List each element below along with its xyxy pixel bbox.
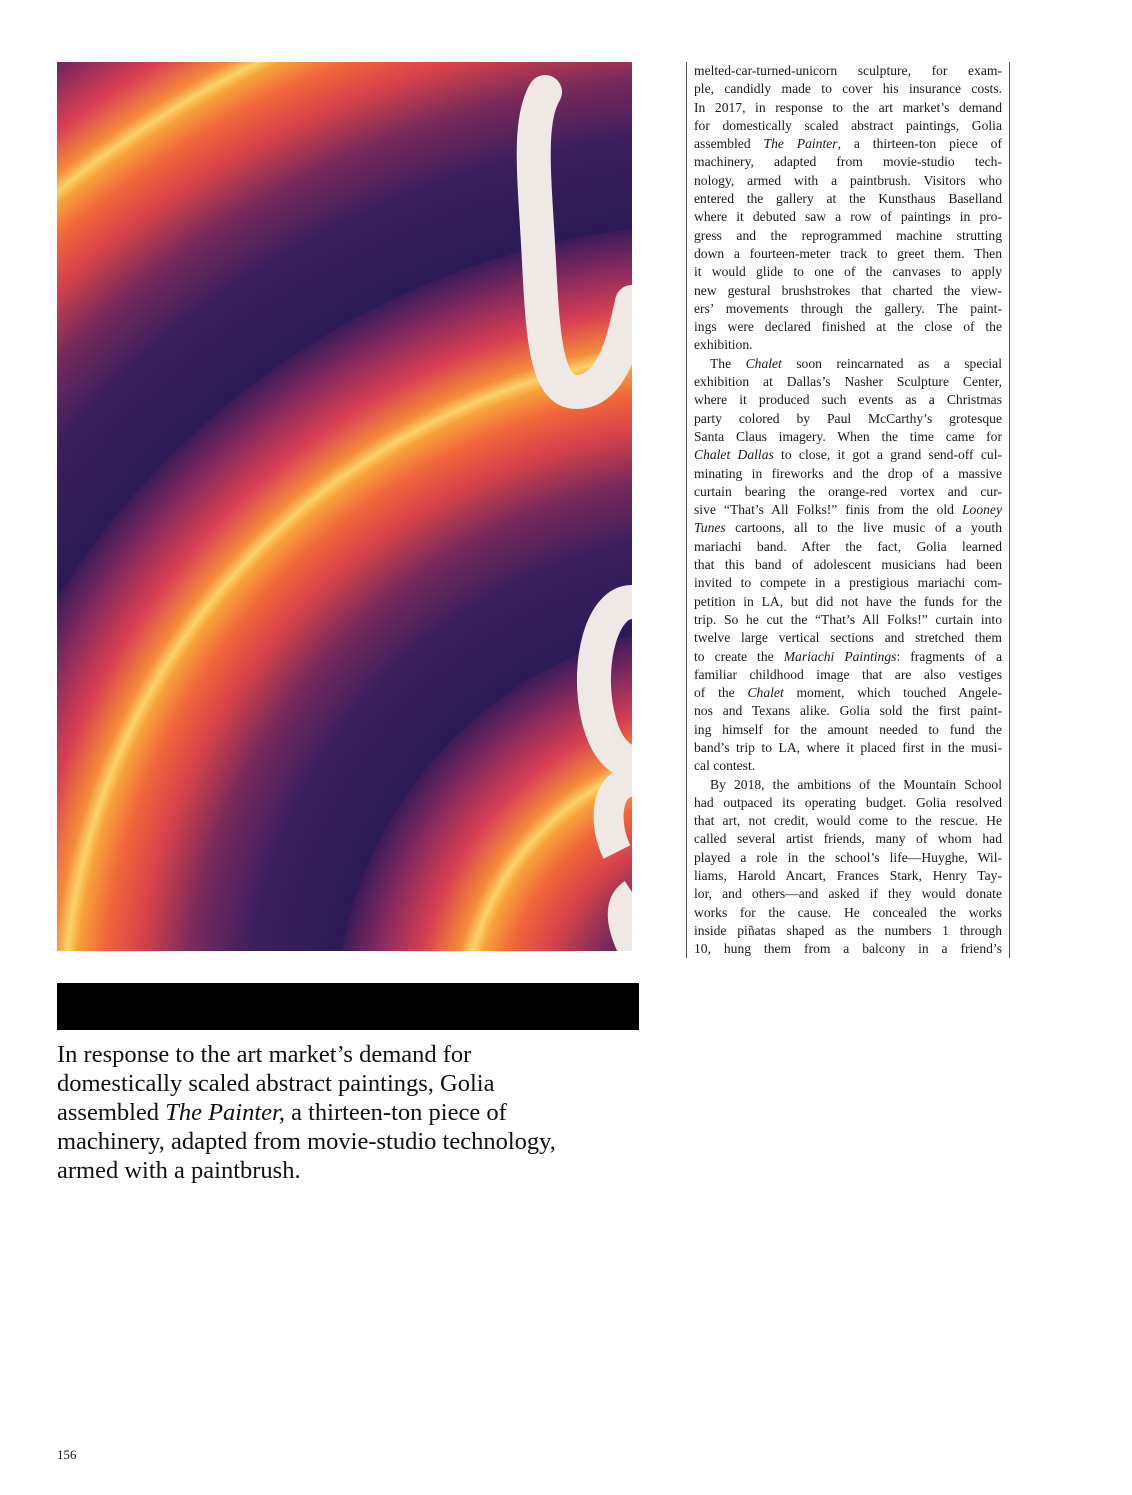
text-segment: armed with a paintbrush. — [57, 1157, 301, 1184]
text-line — [694, 538, 1002, 556]
italic-title: Tunes — [694, 520, 726, 536]
text-segment: domestically scaled abstract paintings, Golia — [57, 1070, 495, 1097]
text-line — [694, 885, 1002, 903]
text-segment: it would glide to one of the canvases to apply — [694, 264, 1002, 280]
italic-title: Chalet — [745, 355, 782, 371]
text-line — [694, 739, 1002, 757]
text-line — [694, 757, 1002, 775]
text-segment: liams, Harold Ancart, Frances Stark, Henry Tay- — [694, 868, 1002, 884]
text-segment: In 2017, in response to the art market’s demand — [694, 99, 1002, 115]
text-segment: cal contest. — [694, 758, 756, 774]
text-line — [694, 245, 1002, 263]
text-segment: works for the cause. He concealed the works — [694, 904, 1002, 920]
text-line — [694, 648, 1002, 666]
text-line — [694, 593, 1002, 611]
text-line — [694, 135, 1002, 153]
italic-title: The Painter — [763, 136, 838, 152]
text-segment: ple, candidly made to cover his insurance costs. — [694, 81, 1002, 97]
italic-title: The Painter, — [165, 1099, 285, 1126]
text-segment: where it produced such events as a Christmas — [694, 392, 1002, 408]
text-segment: 10, hung them from a balcony in a friend’s — [694, 941, 1002, 957]
text-line — [694, 830, 1002, 848]
text-segment: , a thirteen-ton piece of — [837, 136, 1002, 152]
text-line — [57, 1040, 627, 1069]
text-line — [57, 1098, 627, 1127]
text-segment: In response to the art market’s demand for — [57, 1041, 472, 1068]
text-segment: where it debuted saw a row of paintings in pro- — [694, 209, 1002, 225]
text-segment: played a role in the school’s life—Huyghe, Wil- — [694, 849, 1002, 865]
text-line — [694, 556, 1002, 574]
text-line — [694, 80, 1002, 98]
text-line — [694, 611, 1002, 629]
text-segment: The — [710, 355, 746, 371]
text-line — [694, 391, 1002, 409]
text-segment: to create the — [694, 648, 784, 664]
text-segment: nos and Texans alike. Golia sold the first paint- — [694, 703, 1002, 719]
text-segment: had outpaced its operating budget. Golia resolved — [694, 794, 1002, 810]
pull-quote-caption — [57, 1040, 627, 1185]
text-segment: inside piñatas shaped as the numbers 1 through — [694, 922, 1002, 938]
text-segment: sive “That’s All Folks!” finis from the old — [694, 502, 962, 518]
text-line — [694, 99, 1002, 117]
text-segment: curtain bearing the orange-red vortex and cur- — [694, 483, 1002, 499]
text-segment: nology, armed with a paintbrush. Visitors who — [694, 172, 1002, 188]
text-segment: gress and the reprogrammed machine strutting — [694, 227, 1002, 243]
text-segment: exhibition. — [694, 337, 753, 353]
text-segment: assembled — [57, 1099, 166, 1126]
text-line — [694, 428, 1002, 446]
text-line — [694, 666, 1002, 684]
text-segment: invited to compete in a prestigious mariachi com- — [694, 575, 1002, 591]
text-segment: minating in fireworks and the drop of a massive — [694, 465, 1002, 481]
text-line — [694, 355, 1002, 373]
text-line — [694, 483, 1002, 501]
text-segment: petition in LA, but did not have the funds for the — [694, 593, 1002, 609]
text-segment: familiar childhood image that are also vestiges — [694, 666, 1002, 682]
text-line — [694, 721, 1002, 739]
text-segment: new gestural brushstrokes that charted the view- — [694, 282, 1002, 298]
text-line — [694, 62, 1002, 80]
text-line — [694, 501, 1002, 519]
text-line — [694, 190, 1002, 208]
text-line — [694, 849, 1002, 867]
text-segment: that art, not credit, would come to the rescue. He — [694, 813, 1002, 829]
text-segment: to close, it got a grand send-off cul- — [773, 447, 1002, 463]
text-line — [694, 300, 1002, 318]
text-segment: for domestically scaled abstract paintings, Golia — [694, 117, 1002, 133]
text-line — [694, 373, 1002, 391]
text-line — [694, 227, 1002, 245]
text-line — [694, 776, 1002, 794]
text-segment: ers’ movements through the gallery. The paint- — [694, 300, 1002, 316]
text-segment: entered the gallery at the Kunsthaus Baselland — [694, 191, 1002, 207]
text-segment: exhibition at Dallas’s Nasher Sculpture Center, — [694, 374, 1002, 390]
text-line — [694, 684, 1002, 702]
text-line — [694, 208, 1002, 226]
text-line — [694, 410, 1002, 428]
text-line — [694, 153, 1002, 171]
text-segment: band’s trip to LA, where it placed first in the musi- — [694, 739, 1002, 755]
text-segment: : fragments of a — [896, 648, 1002, 664]
text-line — [57, 1069, 627, 1098]
text-segment: assembled — [694, 136, 764, 152]
text-segment: By 2018, the ambitions of the Mountain School — [710, 776, 1002, 792]
text-segment: ing himself for the amount needed to fund the — [694, 721, 1002, 737]
italic-title: Looney — [961, 502, 1002, 518]
text-line — [57, 1127, 627, 1156]
text-line — [694, 629, 1002, 647]
text-segment: party colored by Paul McCarthy’s grotesque — [694, 410, 1002, 426]
text-segment: trip. So he cut the “That’s All Folks!” curtain into — [694, 611, 1002, 627]
italic-title: Mariachi Paintings — [783, 648, 897, 664]
text-segment: a thirteen-ton piece of — [284, 1099, 507, 1126]
cursive-lettering — [57, 62, 632, 951]
text-line — [694, 702, 1002, 720]
text-segment: soon reincarnated as a special — [781, 355, 1002, 371]
text-line — [694, 519, 1002, 537]
article-body-column — [686, 62, 1010, 958]
text-segment: Santa Claus imagery. When the time came for — [694, 428, 1002, 444]
text-segment: machinery, adapted from movie-studio tech- — [694, 154, 1002, 170]
caption-bar — [57, 983, 639, 1030]
text-line — [694, 117, 1002, 135]
text-line — [694, 922, 1002, 940]
text-segment: down a fourteen-meter track to greet them. Then — [694, 245, 1002, 261]
text-line — [694, 336, 1002, 354]
text-segment: machinery, adapted from movie-studio technology, — [57, 1128, 556, 1155]
text-line — [694, 904, 1002, 922]
text-line — [57, 1156, 627, 1185]
painting-photo — [57, 62, 632, 951]
text-line — [694, 263, 1002, 281]
text-line — [694, 318, 1002, 336]
text-segment: called several artist friends, many of whom had — [694, 831, 1002, 847]
italic-title: Chalet Dallas — [694, 447, 774, 463]
page-number: 156 — [57, 1447, 77, 1462]
italic-title: Chalet — [747, 685, 784, 701]
text-segment: cartoons, all to the live music of a youth — [725, 520, 1002, 536]
text-line — [694, 446, 1002, 464]
text-segment: lor, and others—and asked if they would donate — [694, 886, 1002, 902]
text-line — [694, 794, 1002, 812]
text-line — [694, 465, 1002, 483]
text-line — [694, 574, 1002, 592]
text-line — [694, 940, 1002, 958]
text-segment: mariachi band. After the fact, Golia learned — [694, 538, 1002, 554]
text-segment: melted-car-turned-unicorn sculpture, for exam- — [694, 63, 1002, 78]
text-line — [694, 867, 1002, 885]
text-line — [694, 812, 1002, 830]
text-line — [694, 282, 1002, 300]
text-segment: moment, which touched Angele- — [783, 685, 1002, 701]
text-segment: that this band of adolescent musicians had been — [694, 557, 1002, 573]
text-segment: ings were declared finished at the close of the — [694, 319, 1002, 335]
text-line — [694, 172, 1002, 190]
text-segment: twelve large vertical sections and stretched them — [694, 630, 1002, 646]
text-segment: of the — [694, 685, 748, 701]
